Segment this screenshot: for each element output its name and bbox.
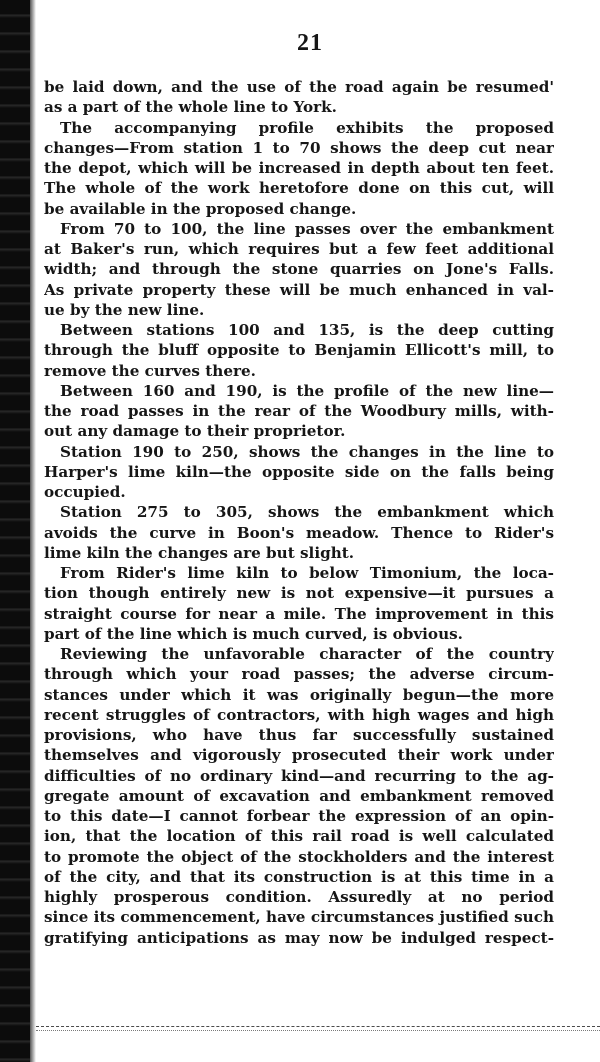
text-line: at Baker's run, which requires but a few feet additional bbox=[44, 240, 554, 258]
text-line: provisions, who have thus far successfully sustained bbox=[44, 726, 554, 744]
text-line: The whole of the work heretofore done on this cut, will bbox=[44, 179, 554, 198]
text-line: the depot, which will be increased in depth about ten feet. bbox=[44, 159, 554, 177]
text-line: Between stations 100 and 135, is the deep cutting bbox=[60, 321, 554, 339]
text-line: stances under which it was originally begun—the more bbox=[44, 685, 554, 704]
text-line: tion though entirely new is not expensive—it pursues a bbox=[44, 584, 554, 603]
text-line: From Rider's lime kiln to below Timonium, the loca- bbox=[60, 564, 554, 582]
text-line: Reviewing the unfavorable character of the country bbox=[60, 645, 554, 663]
text-line: to promote the object of the stockholders and the interest bbox=[44, 847, 554, 866]
text-line: difficulties of no ordinary kind—and recurring to the ag- bbox=[44, 766, 554, 785]
text-line: Station 190 to 250, shows the changes in the line to bbox=[60, 442, 554, 461]
text-line: through the bluff opposite to Benjamin Ellicott's mill, to bbox=[44, 341, 554, 360]
page-bottom-rule bbox=[36, 1026, 600, 1027]
text-line: highly prosperous condition. Assuredly at no period bbox=[44, 888, 554, 906]
text-line: gratifying anticipations as may now be indulged respect- bbox=[44, 928, 554, 947]
text-line: as a part of the whole line to York. bbox=[44, 98, 337, 117]
text-line: lime kiln the changes are but slight. bbox=[44, 543, 355, 562]
text-line: to this date—I cannot forbear the expression of an opin- bbox=[44, 807, 554, 825]
text-line: From 70 to 100, the line passes over the embankment bbox=[60, 219, 554, 238]
page-number: 21 bbox=[297, 30, 323, 56]
text-line: changes—From station 1 to 70 shows the deep cut near bbox=[44, 138, 554, 157]
page-binding-shadow bbox=[30, 0, 36, 1062]
text-line: of the city, and that its construction is at this time in a bbox=[44, 867, 554, 886]
text-line: gregate amount of excavation and embankment removed bbox=[44, 786, 554, 805]
page-bottom-rule-secondary bbox=[36, 1030, 600, 1031]
text-line: through which your road passes; the adverse circum- bbox=[44, 665, 554, 684]
text-line: remove the curves there. bbox=[44, 361, 256, 380]
text-line: recent struggles of contractors, with high wages and high bbox=[44, 705, 554, 724]
text-line: Harper's lime kiln—the opposite side on the falls being bbox=[44, 462, 554, 481]
text-line: occupied. bbox=[44, 483, 126, 501]
text-line: straight course for near a mile. The improvement in this bbox=[44, 604, 554, 623]
text-line: ion, that the location of this rail road is well calculated bbox=[44, 827, 554, 846]
text-line: As private property these will be much enhanced in val- bbox=[44, 280, 554, 299]
text-line: themselves and vigorously prosecuted their work under bbox=[44, 746, 554, 765]
text-line: ue by the new line. bbox=[44, 300, 205, 319]
page-binding-edge bbox=[0, 0, 30, 1062]
document-body bbox=[44, 77, 554, 948]
text-line: width; and through the stone quarries on Jone's Falls. bbox=[44, 260, 554, 279]
text-line: out any damage to their proprietor. bbox=[44, 422, 346, 441]
text-line: be laid down, and the use of the road again be resumed' bbox=[44, 78, 554, 96]
text-line: the road passes in the rear of the Woodbury mills, with- bbox=[44, 402, 554, 420]
text-line: The accompanying profile exhibits the proposed bbox=[60, 118, 554, 137]
text-line: Between 160 and 190, is the profile of the new line— bbox=[60, 381, 554, 400]
text-line: be available in the proposed change. bbox=[44, 199, 357, 218]
text-line: part of the line which is much curved, is obvious. bbox=[44, 624, 463, 643]
text-line: Station 275 to 305, shows the embankment which bbox=[60, 503, 554, 522]
text-line: since its commencement, have circumstances justified such bbox=[44, 908, 554, 927]
text-line: avoids the curve in Boon's meadow. Thence to Rider's bbox=[44, 523, 554, 542]
